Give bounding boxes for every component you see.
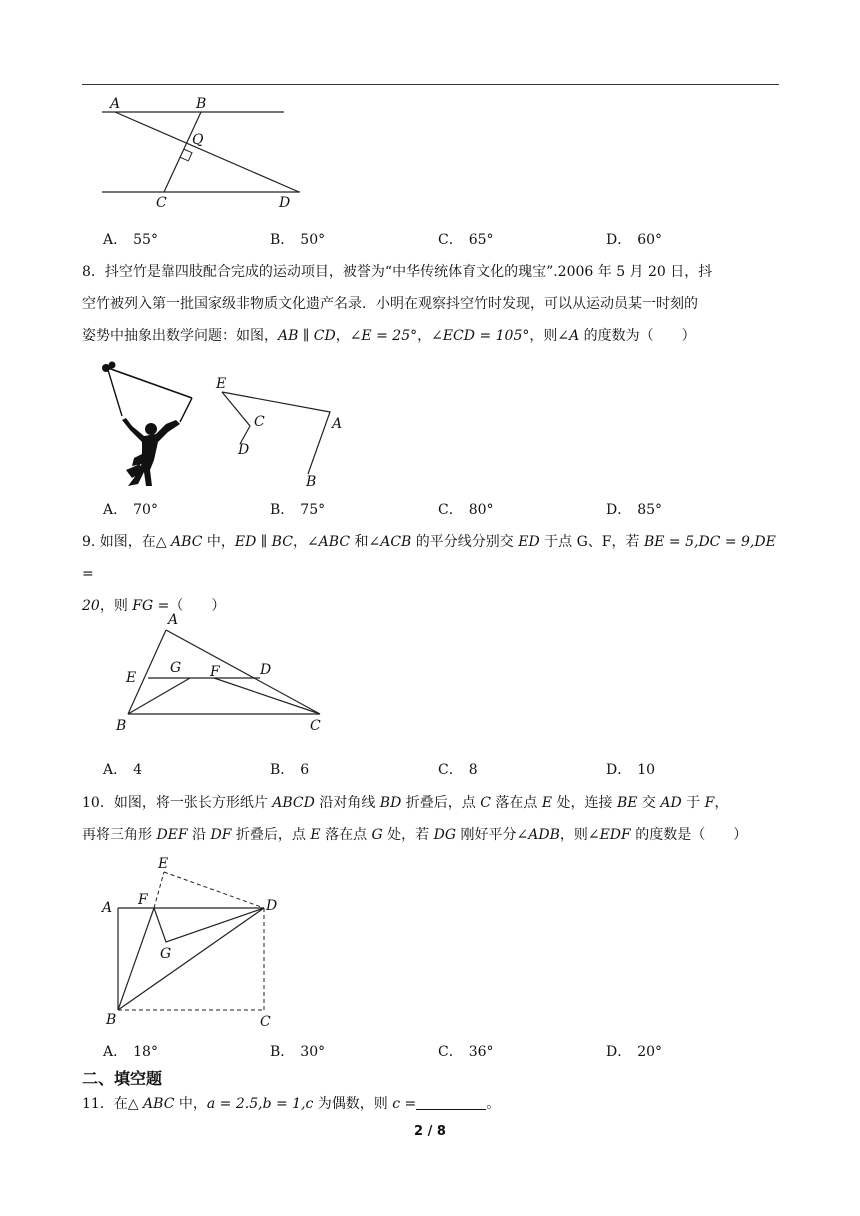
q9-text: 9. 如图，在△ ABC 中，ED ∥ BC，∠ABC 和∠ACB 的平分线分别交 ED 于点 G、F，若 BE = 5,DC = 9,DE = 20，则 FG =（ ） xyxy=(82,534,776,614)
q7-choice-a[interactable]: A． 55° xyxy=(103,232,158,248)
label-g: G xyxy=(160,946,172,962)
label-f: F xyxy=(210,664,220,680)
q8-choice-a[interactable]: A． 70° xyxy=(103,502,158,518)
q8-figure xyxy=(212,374,352,490)
section-heading: 二、填空题 xyxy=(82,1069,163,1088)
q9-figure xyxy=(110,610,340,738)
label-a: A xyxy=(332,416,343,432)
label-a: A xyxy=(110,96,121,112)
q9-choice-b[interactable]: B． 6 xyxy=(270,762,310,778)
q7-choices xyxy=(103,229,763,251)
label-d: D xyxy=(238,442,250,458)
label-b: B xyxy=(116,718,127,734)
label-e: E xyxy=(126,670,137,686)
q8-choice-c[interactable]: C． 80° xyxy=(438,502,494,518)
q7-choice-b[interactable]: B． 50° xyxy=(270,232,326,248)
label-c: C xyxy=(254,414,265,430)
q8-choices xyxy=(103,499,763,521)
label-b: B xyxy=(106,1012,117,1028)
label-a: A xyxy=(168,612,179,628)
q9-choice-c[interactable]: C． 8 xyxy=(438,762,478,778)
header-rule xyxy=(82,84,779,85)
label-d: D xyxy=(279,195,291,211)
q10-choice-d[interactable]: D． 20° xyxy=(606,1044,663,1060)
label-g: G xyxy=(170,660,182,676)
q9-choices xyxy=(103,759,763,781)
q9-choice-a[interactable]: A． 4 xyxy=(103,762,143,778)
q10-choice-c[interactable]: C． 36° xyxy=(438,1044,494,1060)
label-d: D xyxy=(260,662,272,678)
q9-choice-d[interactable]: D． 10 xyxy=(606,762,656,778)
q7-choice-d[interactable]: D． 60° xyxy=(606,232,663,248)
q10-text: 10．如图，将一张长方形纸片 ABCD 沿对角线 BD 折叠后，点 C 落在点 E 处，连接 BE 交 AD 于 F， 再将三角形 DEF 沿 DF 折叠后，点 E 落在点 G 处，若 DG 刚好平分∠ADB，则∠EDF 的度数是（ ） xyxy=(82,795,748,843)
label-a: A xyxy=(102,900,113,916)
q10-figure xyxy=(96,850,296,1035)
label-b: B xyxy=(196,96,207,112)
q8-choice-b[interactable]: B． 75° xyxy=(270,502,326,518)
q10-choices xyxy=(103,1041,763,1063)
label-c: C xyxy=(310,718,321,734)
label-c: C xyxy=(156,195,167,211)
q8-text: 8．抖空竹是靠四肢配合完成的运动项目，被誉为“中华传统体育文化的瑰宝”.2006 年 5 月 20 日，抖 空竹被列入第一批国家级非物质文化遗产名录．小明在观察抖空竹时发现，可以从运动员某一时刻的 姿势中抽象出数学问题：如图，AB ∥ CD，∠E = 25°，∠ECD = 105°，则∠A 的度数为（ ） xyxy=(82,264,713,344)
q10-choice-a[interactable]: A． 18° xyxy=(103,1044,158,1060)
label-f: F xyxy=(138,892,148,908)
label-e: E xyxy=(216,376,227,392)
q7-figure xyxy=(96,94,306,214)
label-b: B xyxy=(306,474,317,490)
label-c: C xyxy=(260,1014,271,1030)
q7-choice-c[interactable]: C． 65° xyxy=(438,232,494,248)
label-q: Q xyxy=(192,132,204,148)
label-d: D xyxy=(266,898,278,914)
q10-choice-b[interactable]: B． 30° xyxy=(270,1044,326,1060)
q11-text: 11．在△ ABC 中，a = 2.5,b = 1,c 为偶数，则 c = 。 xyxy=(82,1096,501,1112)
q8-choice-d[interactable]: D． 85° xyxy=(606,502,663,518)
page-number: 2 / 8 xyxy=(414,1124,446,1139)
label-e: E xyxy=(158,856,169,872)
answer-blank[interactable] xyxy=(416,1095,486,1110)
q8-silhouette xyxy=(96,360,206,488)
